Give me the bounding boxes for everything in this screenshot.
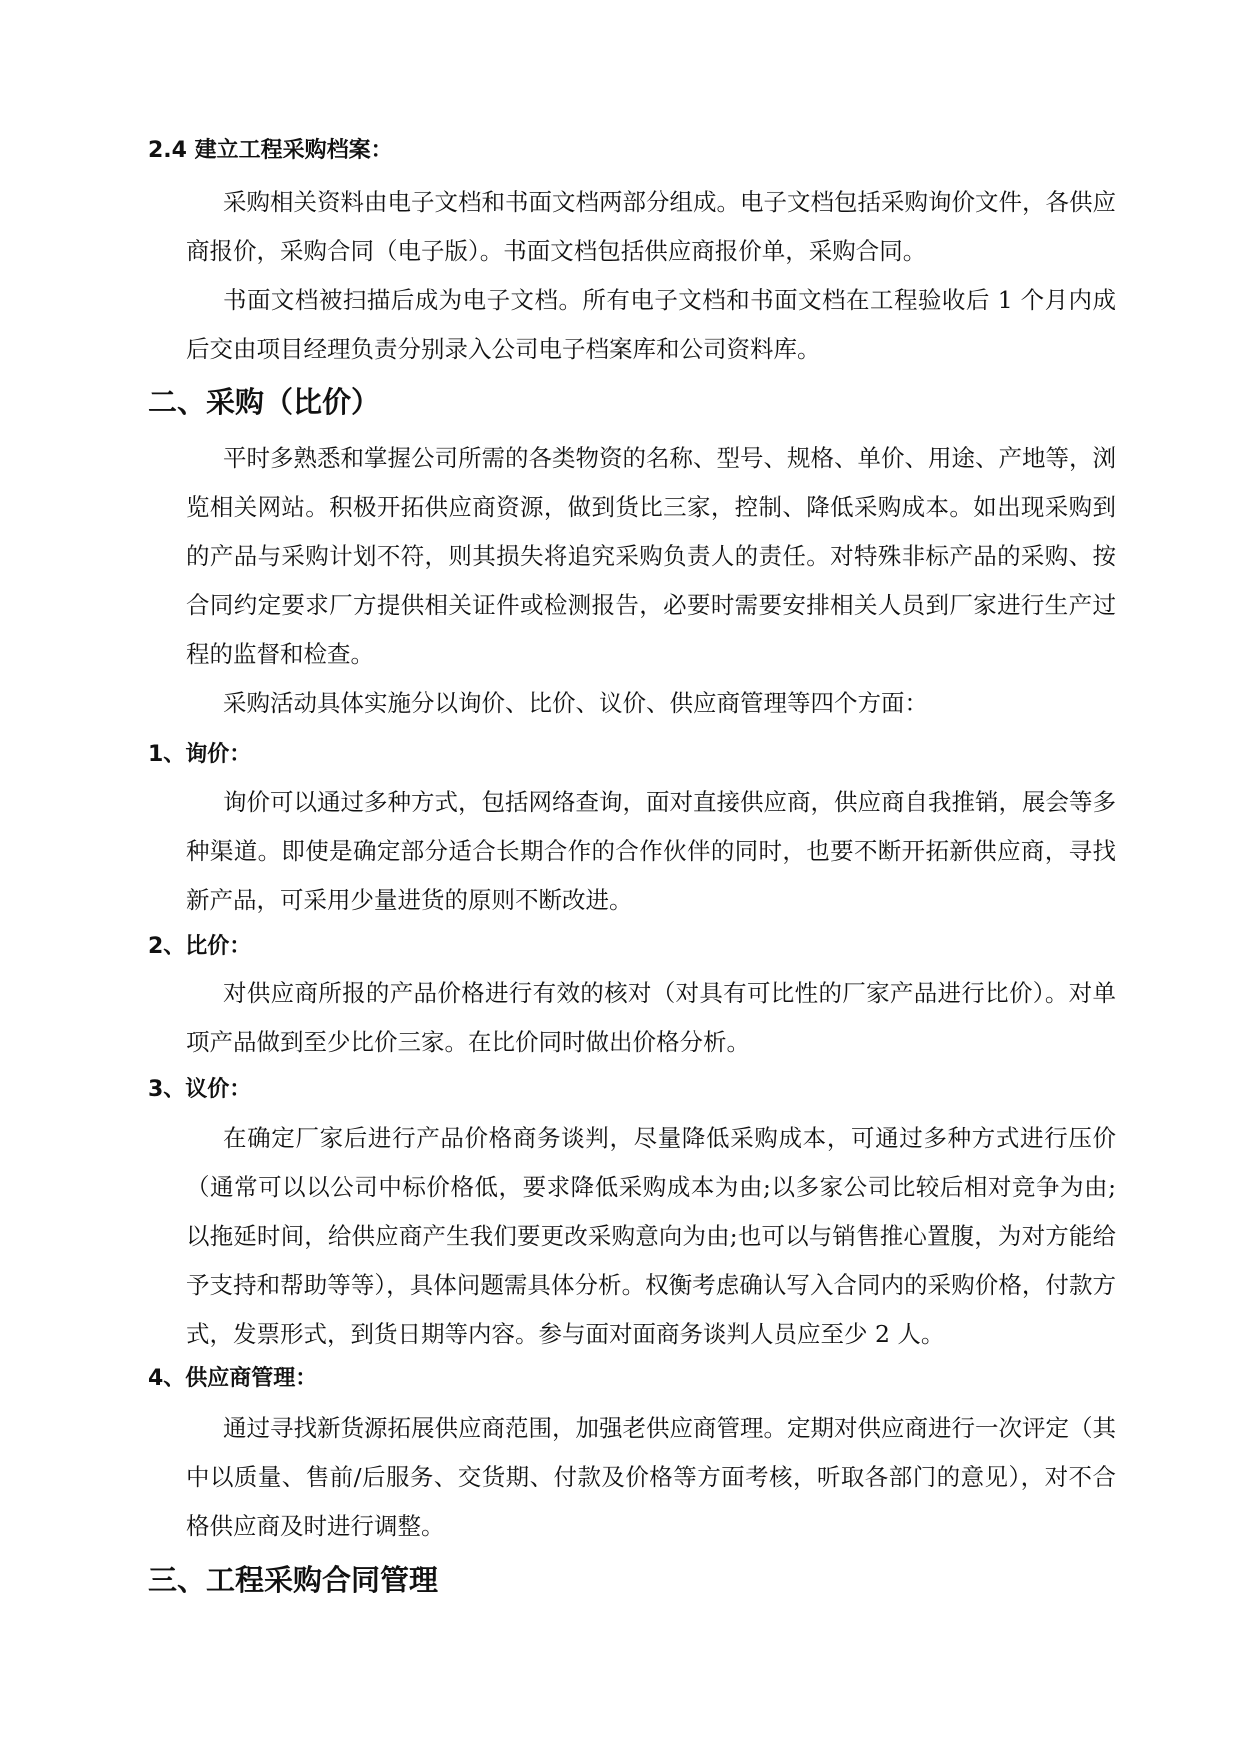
section-2-heading: 二、采购（比价）: [148, 385, 381, 419]
item-2-paragraph: 对供应商所报的产品价格进行有效的核对（对具有可比性的厂家产品进行比价）。对单项产品做到至少比价三家。在比价同时做出价格分析。: [186, 979, 1116, 1056]
section-3-heading: 三、工程采购合同管理: [148, 1563, 439, 1597]
item-3-heading: 3、议价：: [148, 1077, 252, 1102]
item-3-paragraph: 在确定厂家后进行产品价格商务谈判，尽量降低采购成本，可通过多种方式进行压价（通常可以以公司中标价格低，要求降低采购成本为由;以多家公司比较后相对竞争为由;以拖延时间，给供应商产生我们要更改采购意向为由;也可以与销售推心置腹，为对方能给予支持和帮助等等），具体问题需具体分析。权衡考虑确认写入合同内的采购价格，付款方式，发票形式，到货日期等内容。参与面对面商务谈判人员应至少 2 人。: [186, 1124, 1116, 1348]
section-2-paragraph-2: 采购活动具体实施分以询价、比价、议价、供应商管理等四个方面：: [223, 689, 928, 717]
item-1-heading: 1、询价：: [148, 742, 252, 767]
section-2-4-heading: 2.4 建立工程采购档案：: [148, 138, 393, 163]
item-4-heading: 4、供应商管理：: [148, 1366, 318, 1391]
item-4-paragraph: 通过寻找新货源拓展供应商范围，加强老供应商管理。定期对供应商进行一次评定（其中以质量、售前/后服务、交货期、付款及价格等方面考核，听取各部门的意见），对不合格供应商及时进行调整。: [186, 1414, 1116, 1540]
section-2-paragraph-1: 平时多熟悉和掌握公司所需的各类物资的名称、型号、规格、单价、用途、产地等，浏览相关网站。积极开拓供应商资源，做到货比三家，控制、降低采购成本。如出现采购到的产品与采购计划不符，则其损失将追究采购负责人的责任。对特殊非标产品的采购、按合同约定要求厂方提供相关证件或检测报告，必要时需要安排相关人员到厂家进行生产过程的监督和检查。: [186, 444, 1116, 668]
section-2-4-paragraph-1: 采购相关资料由电子文档和书面文档两部分组成。电子文档包括采购询价文件，各供应商报价，采购合同（电子版）。书面文档包括供应商报价单，采购合同。: [186, 188, 1116, 265]
item-2-heading: 2、比价：: [148, 934, 252, 959]
section-2-4-paragraph-2: 书面文档被扫描后成为电子文档。所有电子文档和书面文档在工程验收后 1 个月内成后交由项目经理负责分别录入公司电子档案库和公司资料库。: [186, 286, 1116, 363]
item-1-paragraph: 询价可以通过多种方式，包括网络查询，面对直接供应商，供应商自我推销，展会等多种渠道。即使是确定部分适合长期合作的合作伙伴的同时，也要不断开拓新供应商，寻找新产品，可采用少量进货的原则不断改进。: [186, 788, 1116, 914]
